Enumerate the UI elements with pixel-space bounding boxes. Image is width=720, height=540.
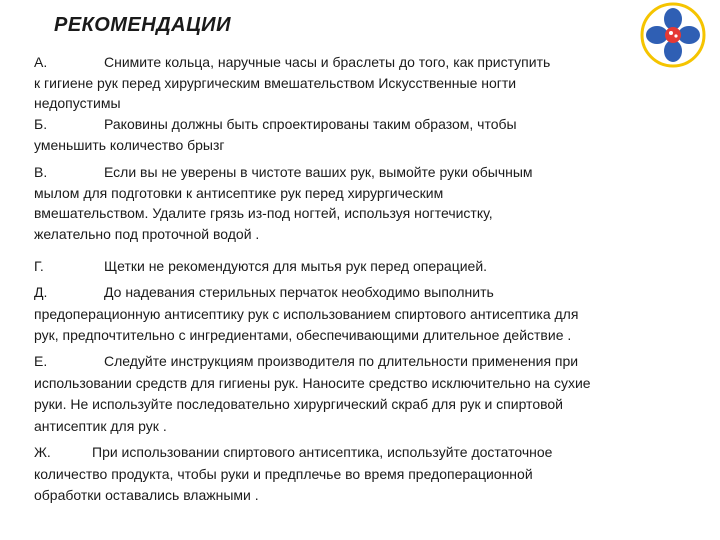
- recommendation-d: [34, 282, 578, 347]
- recommendation-e-text-2: использовании средств для гигиены рук. Наносите средство исключительно на сухие: [34, 374, 591, 391]
- recommendation-e-letter: Е.: [34, 353, 48, 369]
- recommendation-a-letter: А.: [34, 54, 48, 70]
- recommendation-zh: [34, 442, 552, 507]
- recommendation-d-line-1: [34, 282, 578, 304]
- recommendation-b-line-1: [34, 114, 517, 135]
- recommendation-d-text-3: рук, предпочтительно с ингредиентами, обеспечивающими длительное действие .: [34, 327, 572, 343]
- four-petal-flower-logo-icon: [640, 2, 706, 68]
- recommendation-zh-letter: Ж.: [34, 444, 51, 460]
- recommendation-a-text-1: Снимите кольца, наручные часы и браслеты до того, как приступить: [104, 54, 551, 70]
- recommendation-a-line-1: [34, 52, 550, 73]
- recommendation-e-text-3: руки. Не используйте последовательно хирургический скраб для рук и спиртовой: [34, 396, 563, 412]
- recommendation-a: [34, 52, 550, 114]
- recommendation-zh-text-1: При использовании спиртового антисептика, используйте достаточное: [92, 444, 553, 460]
- recommendation-v-letter: В.: [34, 164, 48, 180]
- recommendation-a-text-2: к гигиене рук перед хирургическим вмешательством Искусственные ногти: [34, 74, 517, 91]
- recommendation-v-line-1: [34, 162, 533, 183]
- recommendation-zh-text-2: количество продукта, чтобы руки и предплечье во время предоперационной: [34, 465, 533, 482]
- recommendation-e: [34, 351, 591, 437]
- recommendation-b: [34, 114, 517, 155]
- recommendation-e-text-1: Следуйте инструкциям производителя по длительности применения при: [104, 353, 579, 369]
- recommendation-v: [34, 162, 533, 244]
- recommendation-d-text-2: предоперационную антисептику рук с использованием спиртового антисептика для: [34, 305, 579, 322]
- recommendation-zh-line-1: [34, 442, 552, 464]
- recommendation-e-line-1: [34, 351, 591, 373]
- recommendation-g-letter: Г.: [34, 258, 44, 274]
- recommendation-v-text-3: вмешательством. Удалите грязь из-под ногтей, используя ногтечистку,: [34, 205, 493, 221]
- recommendation-v-text-4: желательно под проточной водой .: [34, 225, 260, 242]
- recommendation-g: [34, 256, 487, 278]
- page-title: РЕКОМЕНДАЦИИ: [54, 14, 231, 36]
- recommendation-b-text-1: Раковины должны быть спроектированы таким образом, чтобы: [104, 116, 517, 132]
- recommendation-d-text-1: До надевания стерильных перчаток необходимо выполнить: [104, 284, 494, 300]
- recommendation-a-text-3: недопустимы: [34, 95, 121, 111]
- recommendation-v-text-2: мылом для подготовки к антисептике рук перед хирургическим: [34, 184, 444, 201]
- recommendation-d-letter: Д.: [34, 284, 48, 300]
- recommendation-e-text-4: антисептик для рук .: [34, 417, 167, 434]
- recommendation-v-text-1: Если вы не уверены в чистоте ваших рук, вымойте руки обычным: [104, 164, 533, 180]
- recommendation-zh-text-3: обработки оставались влажными .: [34, 487, 259, 503]
- recommendation-b-text-2: уменьшить количество брызг: [34, 136, 225, 153]
- recommendation-b-letter: Б.: [34, 116, 48, 132]
- recommendation-g-text-1: Щетки не рекомендуются для мытья рук перед операцией.: [104, 258, 488, 274]
- recommendation-g-line-1: [34, 256, 487, 278]
